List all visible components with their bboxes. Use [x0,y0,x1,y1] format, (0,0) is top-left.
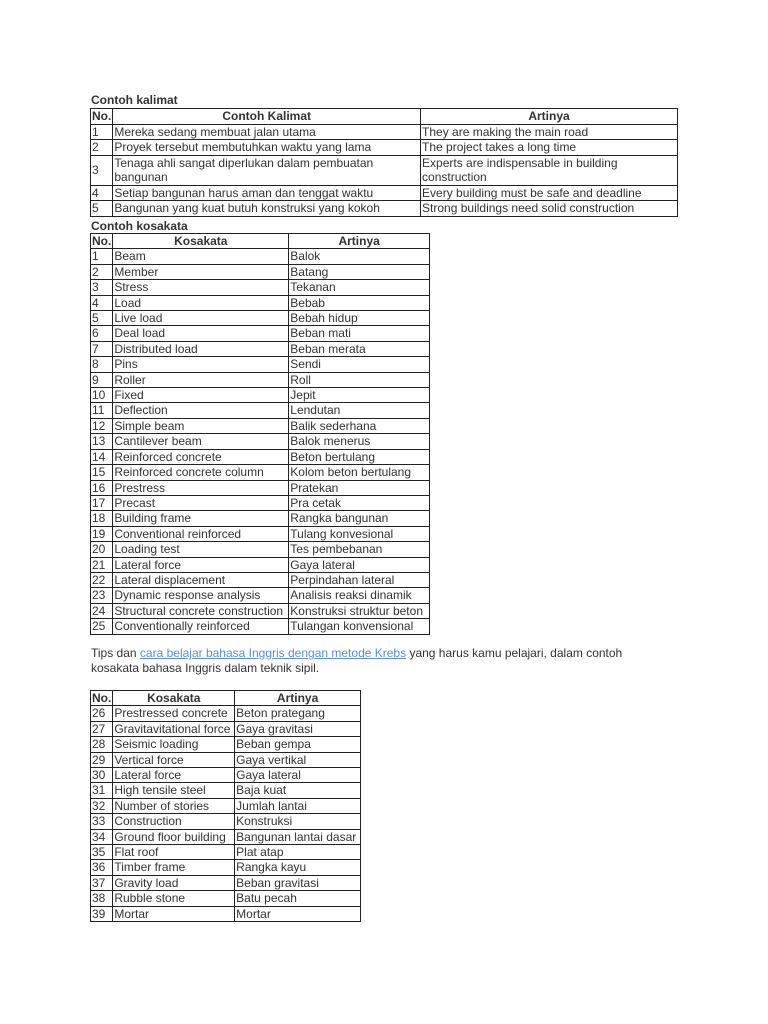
tips-text-after: yang harus kamu pelajari, dalam contoh kosakata bahasa Inggris dalam teknik sipil. [91,646,623,675]
table-row [91,480,430,495]
table-cell: Lendutan [289,403,430,418]
table-cell: Setiap bangunan harus aman dan tenggat waktu [113,185,421,201]
table-cell: Rangka bangunan [289,511,430,526]
table-cell: 23 [91,588,113,603]
table-cell: Balok menerus [289,434,430,449]
table-cell: 28 [91,737,113,752]
table-cell: Tulangan konvensional [289,619,430,634]
table-cell: Roller [113,372,289,387]
table-cell: 31 [91,783,113,798]
table-cell: Tenaga ahli sangat diperlukan dalam pembuatan bangunan [113,155,421,185]
table-cell: 18 [91,511,113,526]
table-cell: Mortar [113,906,235,921]
table-cell: Lateral displacement [113,572,289,587]
table-row [91,603,430,618]
table-cell: Mortar [235,906,361,921]
table-cell: Deal load [113,326,289,341]
table-cell: Simple beam [113,418,289,433]
table-cell: Pratekan [289,480,430,495]
table-row [91,341,430,356]
table-cell: 4 [91,185,113,201]
table-cell: Kolom beton bertulang [289,465,430,480]
table-row [91,403,430,418]
table-cell: Beton bertulang [289,449,430,464]
table-cell: Member [113,264,289,279]
table-cell: Bebab [289,295,430,310]
column-header: Contoh Kalimat [113,109,421,125]
table-row [91,326,430,341]
table-cell: Fixed [113,388,289,403]
table-cell: 1 [91,124,113,140]
table-cell: 16 [91,480,113,495]
table-row [91,372,430,387]
table-cell: Reinforced concrete column [113,465,289,480]
table-cell: 37 [91,875,113,890]
table-cell: 19 [91,526,113,541]
table-cell: Conventional reinforced [113,526,289,541]
table-row [91,495,430,510]
table-cell: Proyek tersebut membutuhkan waktu yang lama [113,140,421,156]
table-row [91,829,361,844]
table-row [91,249,430,264]
table-cell: High tensile steel [113,783,235,798]
table-cell: Lateral force [113,768,235,783]
table-cell: Lateral force [113,557,289,572]
table-row [91,465,430,480]
table-cell: 3 [91,155,113,185]
table-cell: 29 [91,752,113,767]
table-row [91,891,361,906]
table-row [91,511,430,526]
table-cell: 11 [91,403,113,418]
table-cell: 14 [91,449,113,464]
table-cell: 10 [91,388,113,403]
table-cell: Batang [289,264,430,279]
krebs-method-link[interactable]: cara belajar bahasa Inggris dengan metode Krebs [139,646,407,660]
table-cell: 5 [91,311,113,326]
column-header: No. [92,234,112,248]
table-cell: Analisis reaksi dinamik [289,588,430,603]
table-cell: 39 [91,906,113,921]
table-cell: The project takes a long time [421,140,678,156]
table-header-row [91,234,430,249]
table-cell: Flat roof [113,845,235,860]
table-row [91,798,361,813]
table-cell: Experts are indispensable in building construction [421,155,678,185]
table-cell: 38 [91,891,113,906]
table-cell: 1 [91,249,113,264]
table-cell: Conventionally reinforced [113,619,289,634]
table-cell: Gravitavitational force [113,721,235,736]
table-row [91,155,678,185]
table-cell: Gaya gravitasi [235,721,361,736]
table-row [91,526,430,541]
table-cell: 6 [91,326,113,341]
column-header: Kosakata [113,691,235,706]
table-cell: Reinforced concrete [113,449,289,464]
table-cell: 25 [91,619,113,634]
table-cell: Balik sederhana [289,418,430,433]
table-cell: Gaya lateral [235,768,361,783]
table-cell: Tulang konvesional [289,526,430,541]
column-header: Artinya [289,234,430,249]
column-header: No. [92,109,112,123]
table-cell: 34 [91,829,113,844]
table-row [91,783,361,798]
table-cell: Perpindahan lateral [289,572,430,587]
vocabulary-table-1 [90,233,430,635]
section-title-contoh-kosakata: Contoh kosakata [91,219,188,233]
table-cell: Beam [113,249,289,264]
table-cell: 8 [91,357,113,372]
table-cell: Building frame [113,511,289,526]
column-header: Artinya [421,109,678,125]
table-cell: Rangka kayu [235,860,361,875]
table-cell: Load [113,295,289,310]
table-cell: Rubble stone [113,891,235,906]
table-cell: 3 [91,280,113,295]
table-row [91,434,430,449]
table-cell: 4 [91,295,113,310]
table-row [91,845,361,860]
table-cell: Konstruksi struktur beton [289,603,430,618]
table-cell: Gaya vertikal [235,752,361,767]
table-cell: Number of stories [113,798,235,813]
table-cell: Prestress [113,480,289,495]
table-cell: Deflection [113,403,289,418]
table-cell: Mereka sedang membuat jalan utama [113,124,421,140]
table-cell: Stress [113,280,289,295]
table-row [91,542,430,557]
table-cell: Dynamic response analysis [113,588,289,603]
table-cell: Beban gravitasi [235,875,361,890]
table-cell: 24 [91,603,113,618]
table-cell: Precast [113,495,289,510]
table-cell: 21 [91,557,113,572]
table-cell: 27 [91,721,113,736]
table-cell: Tes pembebanan [289,542,430,557]
table-cell: 32 [91,798,113,813]
table-cell: Ground floor building [113,829,235,844]
table-row [91,768,361,783]
table-cell: Bebah hidup [289,311,430,326]
column-header: No. [92,691,112,705]
table-header-row [91,109,678,125]
table-cell: Timber frame [113,860,235,875]
table-cell: Plat atap [235,845,361,860]
table-cell: Bangunan yang kuat butuh konstruksi yang kokoh [113,201,421,217]
table-row [91,140,678,156]
tips-text-before: Tips dan [91,646,140,660]
table-cell: 33 [91,814,113,829]
table-row [91,737,361,752]
table-row [91,588,430,603]
tips-paragraph [91,646,631,676]
column-header: Artinya [235,691,361,706]
table-row [91,706,361,721]
table-cell: 35 [91,845,113,860]
table-cell: 20 [91,542,113,557]
table-row [91,572,430,587]
table-row [91,557,430,572]
table-cell: 13 [91,434,113,449]
table-row [91,752,361,767]
table-cell: Live load [113,311,289,326]
table-row [91,124,678,140]
sentence-table [90,108,678,217]
table-cell: Structural concrete construction [113,603,289,618]
table-cell: Beban gempa [235,737,361,752]
table-cell: Loading test [113,542,289,557]
table-cell: 9 [91,372,113,387]
table-row [91,185,678,201]
table-cell: Beban merata [289,341,430,356]
table-cell: Gravity load [113,875,235,890]
table-row [91,311,430,326]
table-cell: Seismic loading [113,737,235,752]
table-cell: 2 [91,264,113,279]
table-row [91,814,361,829]
table-cell: Tekanan [289,280,430,295]
table-cell: 36 [91,860,113,875]
table-cell: Bangunan lantai dasar [235,829,361,844]
table-row [91,388,430,403]
table-cell: Pra cetak [289,495,430,510]
table-cell: Vertical force [113,752,235,767]
table-cell: 15 [91,465,113,480]
table-cell: Batu pecah [235,891,361,906]
table-cell: Konstruksi [235,814,361,829]
table-cell: Every building must be safe and deadline [421,185,678,201]
table-cell: 26 [91,706,113,721]
table-cell: Sendi [289,357,430,372]
table-row [91,875,361,890]
table-cell: Prestressed concrete [113,706,235,721]
table-cell: Gaya lateral [289,557,430,572]
table-cell: 5 [91,201,113,217]
table-row [91,201,678,217]
table-cell: Beban mati [289,326,430,341]
table-row [91,280,430,295]
table-row [91,860,361,875]
table-row [91,264,430,279]
table-cell: They are making the main road [421,124,678,140]
section-title-contoh-kalimat: Contoh kalimat [91,93,178,107]
table-cell: Distributed load [113,341,289,356]
table-cell: 12 [91,418,113,433]
column-header: Kosakata [113,234,289,249]
table-cell: 2 [91,140,113,156]
table-row [91,721,361,736]
table-cell: Baja kuat [235,783,361,798]
table-cell: Jepit [289,388,430,403]
table-cell: Cantilever beam [113,434,289,449]
table-row [91,906,361,921]
table-row [91,449,430,464]
table-cell: 30 [91,768,113,783]
table-cell: Roll [289,372,430,387]
table-cell: Pins [113,357,289,372]
table-cell: Beton prategang [235,706,361,721]
table-cell: Strong buildings need solid construction [421,201,678,217]
table-cell: 7 [91,341,113,356]
table-cell: Construction [113,814,235,829]
table-cell: Balok [289,249,430,264]
table-cell: 17 [91,495,113,510]
table-row [91,619,430,634]
table-row [91,418,430,433]
table-cell: Jumlah lantai [235,798,361,813]
table-row [91,357,430,372]
table-header-row [91,691,361,706]
table-row [91,295,430,310]
table-cell: 22 [91,572,113,587]
vocabulary-table-2 [90,690,361,922]
